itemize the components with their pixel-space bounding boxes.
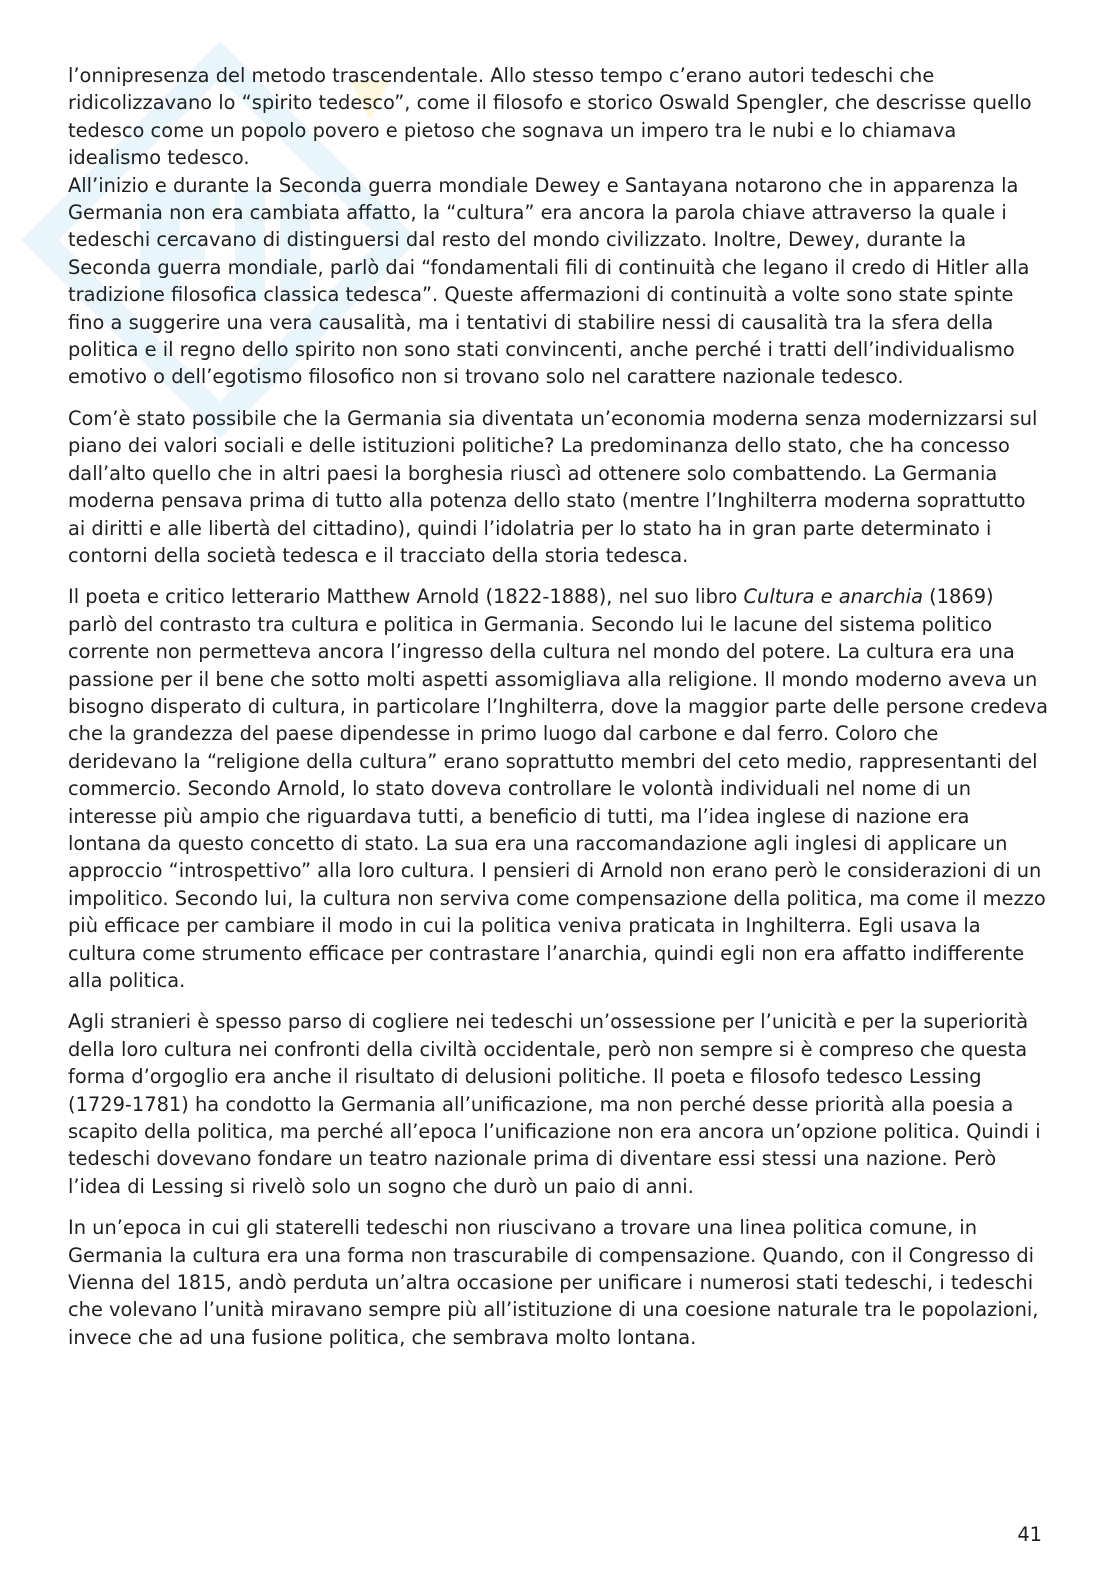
paragraph-lessing: Agli stranieri è spesso parso di cogliere nei tedeschi un’ossessione per l’unicità e per la superiorità della loro cultura nei confronti della civiltà occidentale, però non sempre si è compreso che questa forma d’orgoglio era anche il risultato di delusioni politiche. Il poeta e filosofo tedesco Lessing (1729-1781) ha condotto la Germania all’unificazione, ma non perché desse priorità alla poesia a scapito della politica, ma perché all’epoca l’unificazione non era ancora un’opzione politica. Quindi i tedeschi dovevano fondare un teatro nazionale prima di diventare essi stessi una nazione. Però l’idea di Lessing si rivelò solo un sogno che durò un paio di anni.: [68, 1010, 1041, 1198]
paragraph-arnold: [68, 583, 1048, 994]
paragraph-dewey-santayana: All’inizio e durante la Seconda guerra mondiale Dewey e Santayana notarono che in apparenza la Germania non era cambiata affatto, la “cultura” era ancora la parola chiave attraverso la quale i tedeschi cercavano di distinguersi dal resto del mondo civilizzato. Inoltre, Dewey, durante la Seconda guerra mondiale, parlò dai “fondamentali fili di continuità che legano il credo di Hitler alla tradizione filosofica classica tedesca”. Queste affermazioni di continuità a volte sono state spinte fino a suggerire una vera causalità, ma i tentativi di stabilire nessi di causalità tra la sfera della politica e il regno dello spirito non sono stati convincenti, anche perché i tratti dell’individualismo emotivo o dell’egotismo filosofico non si trovano solo nel carattere nazionale tedesco.: [68, 173, 1030, 389]
document-page: [68, 62, 1048, 1365]
arnold-text-after: (1869) parlò del contrasto tra cultura e politica in Germania. Secondo lui le lacune del sistema politico corrente non permetteva ancora l’ingresso della cultura nel mondo del potere. La cultura era una passione per il bene che sotto molti aspetti assomigliava alla religione. Il mondo moderno aveva un bisogno disperato di cultura, in particolare l’Inghilterra, dove la maggior parte delle persone credeva che la grandezza del paese dipendesse in primo luogo dal carbone e dal ferro. Coloro che deridevano la “religione della cultura” erano soprattutto membri del ceto medio, rappresentanti del commercio. Secondo Arnold, lo stato doveva controllare le volontà individuali nel nome di un interesse più ampio che riguardava tutti, a beneficio di tutti, ma l’idea inglese di nazione era lontana da questo concetto di stato. La sua era una raccomandazione agli inglesi di applicare un approccio “introspettivo” alla loro cultura. I pensieri di Arnold non erano però le considerazioni di un impolitico. Secondo lui, la cultura non serviva come compensazione della politica, ma come il mezzo più efficace per cambiare il modo in cui la politica veniva praticata in Inghilterra. Egli usava la cultura come strumento efficace per contrastare l’anarchia, quindi egli non era affatto indifferente alla politica.: [68, 585, 1048, 992]
book-title: Cultura e anarchia: [743, 585, 923, 609]
paragraph-vienna-congress: In un’epoca in cui gli staterelli tedeschi non riuscivano a trovare una linea politica comune, in Germania la cultura era una forma non trascurabile di compensazione. Quando, con il Congresso di Vienna del 1815, andò perduta un’altra occasione per unificare i numerosi stati tedeschi, i tedeschi che volevano l’unità miravano sempre più all’istituzione di una coesione naturale tra le popolazioni, invece che ad una fusione politica, che sembrava molto lontana.: [68, 1216, 1039, 1349]
paragraph-modern-germany: Com’è stato possibile che la Germania sia diventata un’economia moderna senza modernizzarsi sul piano dei valori sociali e delle istituzioni politiche? La predominanza dello stato, che ha concesso dall’alto quello che in altri paesi la borghesia riuscì ad ottenere solo combattendo. La Germania moderna pensava prima di tutto alla potenza dello stato (mentre l’Inghilterra moderna soprattutto ai diritti e alle libertà del cittadino), quindi l’idolatria per lo stato ha in gran parte determinato i contorni della società tedesca e il tracciato della storia tedesca.: [68, 406, 1038, 567]
page-number: 41: [1017, 1523, 1042, 1546]
arnold-text-before: Il poeta e critico letterario Matthew Arnold (1822-1888), nel suo libro: [68, 585, 744, 609]
paragraph-spengler: l’onnipresenza del metodo trascendentale. Allo stesso tempo c’erano autori tedeschi che ridicolizzavano lo “spirito tedesco”, come il filosofo e storico Oswald Spengler, che descrisse quello tedesco come un popolo povero e pietoso che sognava un impero tra le nubi e lo chiamava idealismo tedesco.: [68, 64, 1032, 170]
